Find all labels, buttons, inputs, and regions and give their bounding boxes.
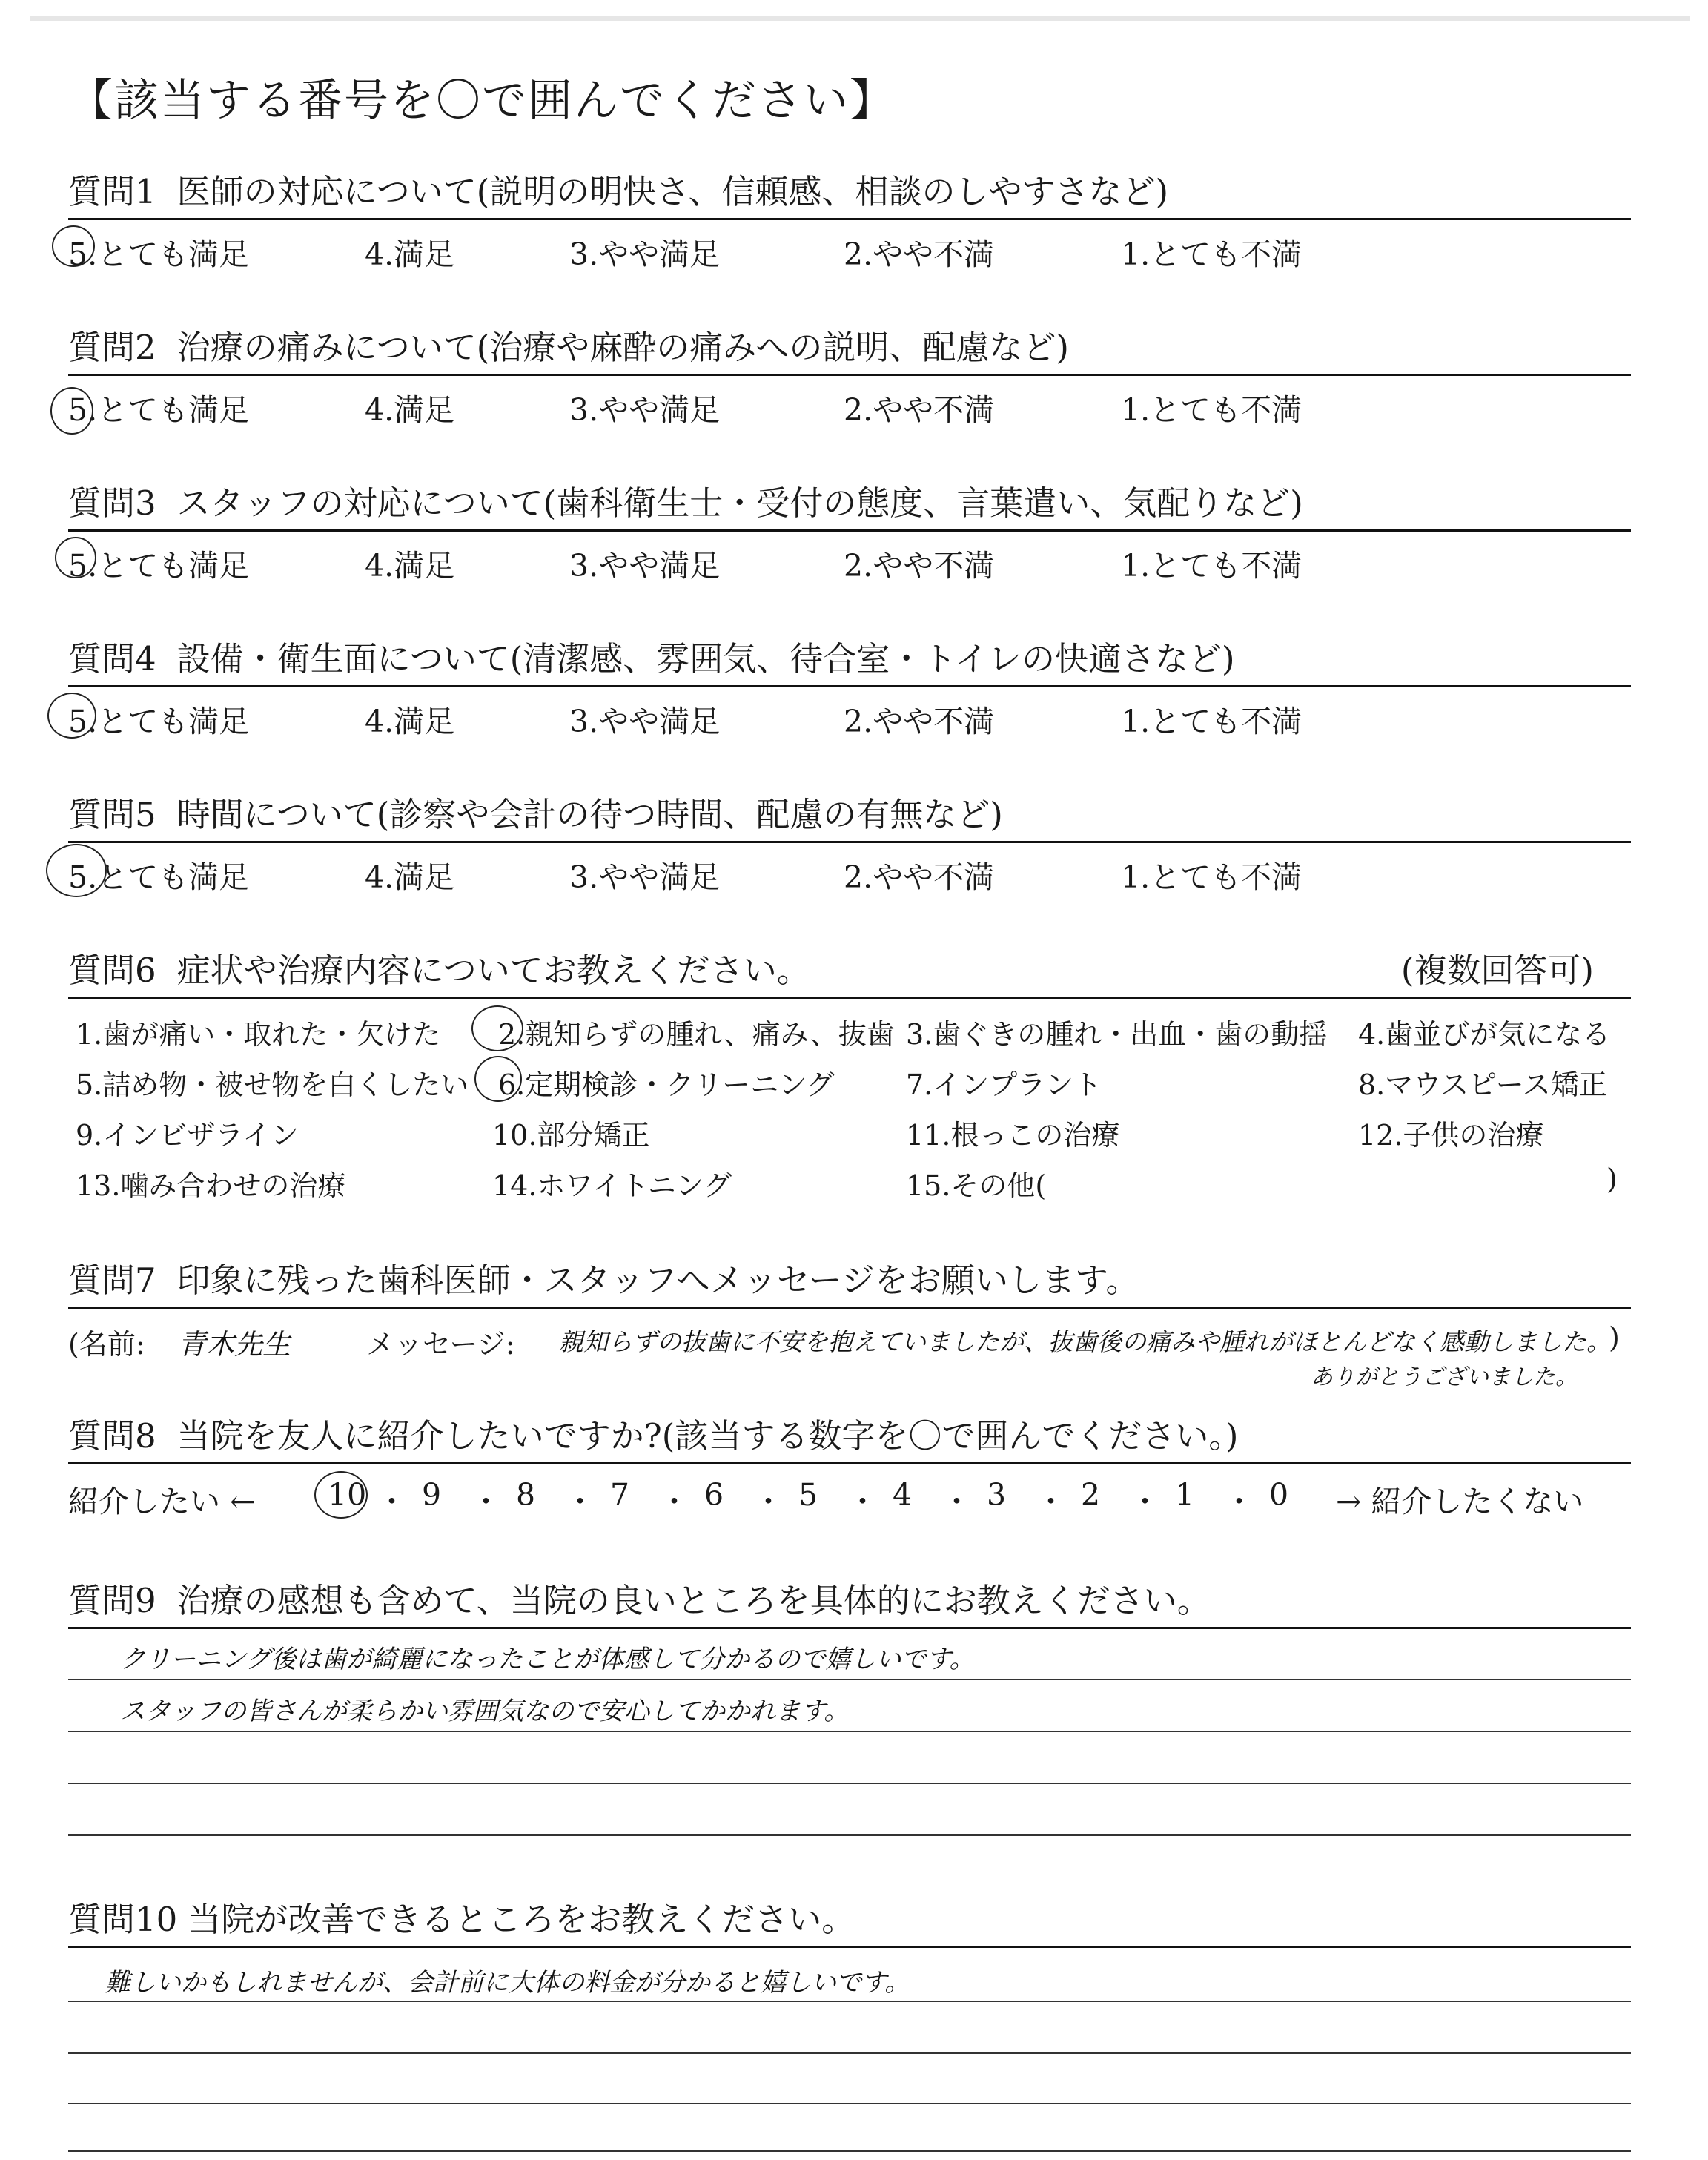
q1-selection-circle — [52, 225, 95, 267]
q4-option-3[interactable]: 3.やや満足 — [569, 704, 721, 739]
question-6-rule — [68, 997, 1631, 999]
question-6-title — [68, 943, 810, 991]
question-1-number: 質問1 — [68, 172, 156, 211]
q6-option-1[interactable]: 1.歯が痛い・取れた・欠けた — [76, 1018, 441, 1051]
q4-option-5[interactable]: 5.とても満足 — [68, 704, 250, 739]
q1-option-4[interactable]: 4.満足 — [365, 237, 455, 272]
q8-scale-separator-dot: ・ — [847, 1484, 878, 1519]
question-8 — [68, 1409, 1631, 1527]
question-7-rule — [68, 1307, 1631, 1309]
form-header: 【該当する番号を〇で囲んでください】 — [68, 75, 896, 127]
q4-option-1[interactable]: 1.とても不満 — [1121, 704, 1302, 739]
question-3-rule — [68, 529, 1631, 532]
q3-option-5[interactable]: 5.とても満足 — [68, 548, 250, 584]
scan-top-edge — [30, 16, 1690, 21]
q8-scale-separator-dot: ・ — [1036, 1484, 1066, 1519]
question-7-title — [68, 1253, 1139, 1301]
q2-selection-circle — [50, 387, 93, 435]
q8-scale-3[interactable]: 3 — [987, 1477, 1007, 1513]
question-7-text: 印象に残った歯科医師・スタッフへメッセージをお願いします。 — [176, 1261, 1139, 1300]
q8-left-label: 紹介したい ← — [68, 1484, 256, 1519]
question-8-text: 当院を友人に紹介したいですか?(該当する数字を〇で囲んでください。) — [176, 1416, 1239, 1456]
q8-right-label: → 紹介したくない — [1336, 1484, 1584, 1519]
q8-scale-separator-dot: ・ — [753, 1484, 784, 1519]
q8-scale-5[interactable]: 5 — [798, 1477, 818, 1513]
question-5-title — [68, 787, 1003, 836]
q9-writing-line-1 — [68, 1679, 1631, 1680]
q7-name-label: (名前: — [68, 1328, 145, 1361]
q4-option-2[interactable]: 2.やや不満 — [844, 704, 995, 739]
question-1 — [68, 165, 1631, 272]
q6-option-13[interactable]: 13.噛み合わせの治療 — [76, 1169, 346, 1202]
q7-message-line-2[interactable]: ありがとうございました。 — [1311, 1364, 1578, 1390]
q8-scale-2[interactable]: 2 — [1081, 1477, 1101, 1513]
q6-option-14[interactable]: 14.ホワイトニング — [492, 1169, 732, 1202]
q5-option-3[interactable]: 3.やや満足 — [569, 859, 721, 895]
q8-scale-1[interactable]: 1 — [1175, 1477, 1195, 1513]
question-6-number: 質問6 — [68, 951, 156, 990]
question-10-rule — [68, 1946, 1631, 1948]
q3-option-2[interactable]: 2.やや不満 — [844, 548, 995, 584]
q1-option-1[interactable]: 1.とても不満 — [1121, 237, 1302, 272]
q7-close-paren: ) — [1609, 1321, 1620, 1354]
q6-selection-circle-2 — [471, 1005, 523, 1051]
question-4 — [68, 632, 1631, 739]
q6-option-3[interactable]: 3.歯ぐきの腫れ・出血・歯の動揺 — [906, 1018, 1328, 1051]
q6-option-2[interactable]: 2.親知らずの腫れ、痛み、抜歯 — [498, 1018, 895, 1051]
q6-option-10[interactable]: 10.部分矯正 — [492, 1119, 650, 1152]
q1-option-2[interactable]: 2.やや不満 — [844, 237, 995, 272]
question-3-text: スタッフの対応について(歯科衛生士・受付の態度、言葉遣い、気配りなど) — [176, 483, 1303, 523]
q6-option-5[interactable]: 5.詰め物・被せ物を白くしたい — [76, 1069, 469, 1101]
q3-option-1[interactable]: 1.とても不満 — [1121, 548, 1302, 584]
q3-option-3[interactable]: 3.やや満足 — [569, 548, 721, 584]
q2-option-4[interactable]: 4.満足 — [365, 392, 455, 428]
q8-scale-9[interactable]: 9 — [422, 1477, 442, 1513]
question-5 — [68, 787, 1631, 895]
q6-option-12[interactable]: 12.子供の治療 — [1358, 1119, 1544, 1152]
q4-option-4[interactable]: 4.満足 — [365, 704, 455, 739]
question-4-text: 設備・衛生面について(清潔感、雰囲気、待合室・トイレの快適さなど) — [176, 639, 1235, 678]
question-9-title — [68, 1573, 1211, 1622]
question-2-number: 質問2 — [68, 328, 156, 367]
q8-selection-circle — [314, 1471, 368, 1519]
question-7 — [68, 1253, 1631, 1394]
q6-option-8[interactable]: 8.マウスピース矯正 — [1358, 1069, 1607, 1101]
q6-option-4[interactable]: 4.歯並びが気になる — [1358, 1018, 1611, 1051]
q1-option-3[interactable]: 3.やや満足 — [569, 237, 721, 272]
question-9-number: 質問9 — [68, 1581, 156, 1620]
q2-option-2[interactable]: 2.やや不満 — [844, 392, 995, 428]
q5-option-5[interactable]: 5.とても満足 — [68, 859, 250, 895]
q8-scale-0[interactable]: 0 — [1269, 1477, 1289, 1513]
q8-scale-8[interactable]: 8 — [516, 1477, 536, 1513]
question-6-note: (複数回答可) — [1400, 951, 1594, 990]
q5-selection-circle — [46, 844, 107, 897]
question-8-title — [68, 1409, 1238, 1457]
q5-option-2[interactable]: 2.やや不満 — [844, 859, 995, 895]
q9-writing-line-4 — [68, 1834, 1631, 1836]
q8-scale-separator-dot: ・ — [377, 1484, 407, 1519]
q5-option-4[interactable]: 4.満足 — [365, 859, 455, 895]
q10-answer-line-1[interactable]: 難しいかもしれませんが、会計前に大体の料金が分かると嬉しいです。 — [105, 1968, 910, 1998]
q4-selection-circle — [47, 693, 96, 739]
q8-scale-separator-dot: ・ — [659, 1484, 689, 1519]
q7-message-label: メッセージ: — [366, 1328, 515, 1361]
question-2-title — [68, 320, 1069, 369]
q8-scale-separator-dot: ・ — [1130, 1484, 1160, 1519]
question-4-title — [68, 632, 1235, 680]
question-1-rule — [68, 218, 1631, 220]
q8-scale-6[interactable]: 6 — [704, 1477, 724, 1513]
q8-scale-7[interactable]: 7 — [610, 1477, 630, 1513]
question-3-title — [68, 476, 1303, 524]
q8-scale-separator-dot: ・ — [565, 1484, 595, 1519]
question-10 — [68, 1892, 1631, 2159]
question-2-text: 治療の痛みについて(治療や麻酔の痛みへの説明、配慮など) — [176, 328, 1069, 367]
q10-writing-line-1 — [68, 2001, 1631, 2002]
q3-selection-circle — [55, 537, 96, 578]
question-2-rule — [68, 374, 1631, 376]
q8-scale-separator-dot: ・ — [471, 1484, 501, 1519]
q10-writing-line-2 — [68, 2052, 1631, 2054]
question-9-text: 治療の感想も含めて、当院の良いところを具体的にお教えください。 — [176, 1581, 1211, 1620]
question-5-rule — [68, 841, 1631, 843]
q2-option-5[interactable]: 5.とても満足 — [68, 392, 250, 428]
q9-answer-line-1[interactable]: クリーニング後は歯が綺麗になったことが体感して分かるので嬉しいです。 — [120, 1645, 975, 1674]
question-5-number: 質問5 — [68, 795, 156, 834]
q8-scale-10[interactable]: 10 — [328, 1477, 367, 1513]
q6-option-9[interactable]: 9.インビザライン — [76, 1119, 299, 1152]
q9-writing-line-2 — [68, 1731, 1631, 1732]
question-4-rule — [68, 685, 1631, 687]
question-10-text: 当院が改善できるところをお教えください。 — [188, 1900, 855, 1939]
q10-writing-line-3 — [68, 2103, 1631, 2104]
question-5-text: 時間について(診察や会計の待つ時間、配慮の有無など) — [176, 795, 1003, 834]
q6-option-6[interactable]: 6.定期検診・クリーニング — [498, 1069, 835, 1101]
q10-writing-line-4 — [68, 2150, 1631, 2152]
q8-scale-separator-dot: ・ — [1224, 1484, 1254, 1519]
q3-option-4[interactable]: 4.満足 — [365, 548, 455, 584]
q9-writing-line-3 — [68, 1783, 1631, 1784]
question-9-rule — [68, 1627, 1631, 1629]
question-1-text: 医師の対応について(説明の明快さ、信頼感、相談のしやすさなど) — [176, 172, 1169, 211]
q6-selection-circle-6 — [474, 1056, 522, 1102]
question-7-number: 質問7 — [68, 1261, 156, 1300]
question-6 — [68, 943, 1631, 1210]
question-9 — [68, 1573, 1631, 1855]
question-4-number: 質問4 — [68, 639, 156, 678]
q7-name-value[interactable]: 青木先生 — [178, 1328, 291, 1361]
question-2 — [68, 320, 1631, 428]
q5-option-1[interactable]: 1.とても不満 — [1121, 859, 1302, 895]
question-3-number: 質問3 — [68, 483, 156, 523]
question-8-number: 質問8 — [68, 1416, 156, 1456]
q2-option-1[interactable]: 1.とても不満 — [1121, 392, 1302, 428]
q9-answer-line-2[interactable]: スタッフの皆さんが柔らかい雰囲気なので安心してかかれます。 — [120, 1697, 850, 1726]
question-10-number: 質問10 — [68, 1900, 178, 1939]
q8-scale-separator-dot: ・ — [941, 1484, 972, 1519]
question-3 — [68, 476, 1631, 584]
q6-option-11[interactable]: 11.根っこの治療 — [906, 1119, 1120, 1152]
q1-option-5[interactable]: 5.とても満足 — [68, 237, 250, 272]
question-8-rule — [68, 1462, 1631, 1464]
q7-message-line-1[interactable]: 親知らずの抜歯に不安を抱えていましたが、抜歯後の痛みや腫れがほとんどなく感動しました。 — [559, 1327, 1611, 1356]
q8-scale-4[interactable]: 4 — [893, 1477, 913, 1513]
question-1-title — [68, 165, 1168, 213]
question-6-text: 症状や治療内容についてお教えください。 — [176, 951, 810, 990]
q6-option-15-close-paren: ) — [1606, 1163, 1618, 1195]
q2-option-3[interactable]: 3.やや満足 — [569, 392, 721, 428]
question-10-title — [68, 1892, 855, 1941]
q6-option-7[interactable]: 7.インプラント — [906, 1069, 1102, 1101]
q6-option-15[interactable]: 15.その他( — [906, 1169, 1047, 1202]
